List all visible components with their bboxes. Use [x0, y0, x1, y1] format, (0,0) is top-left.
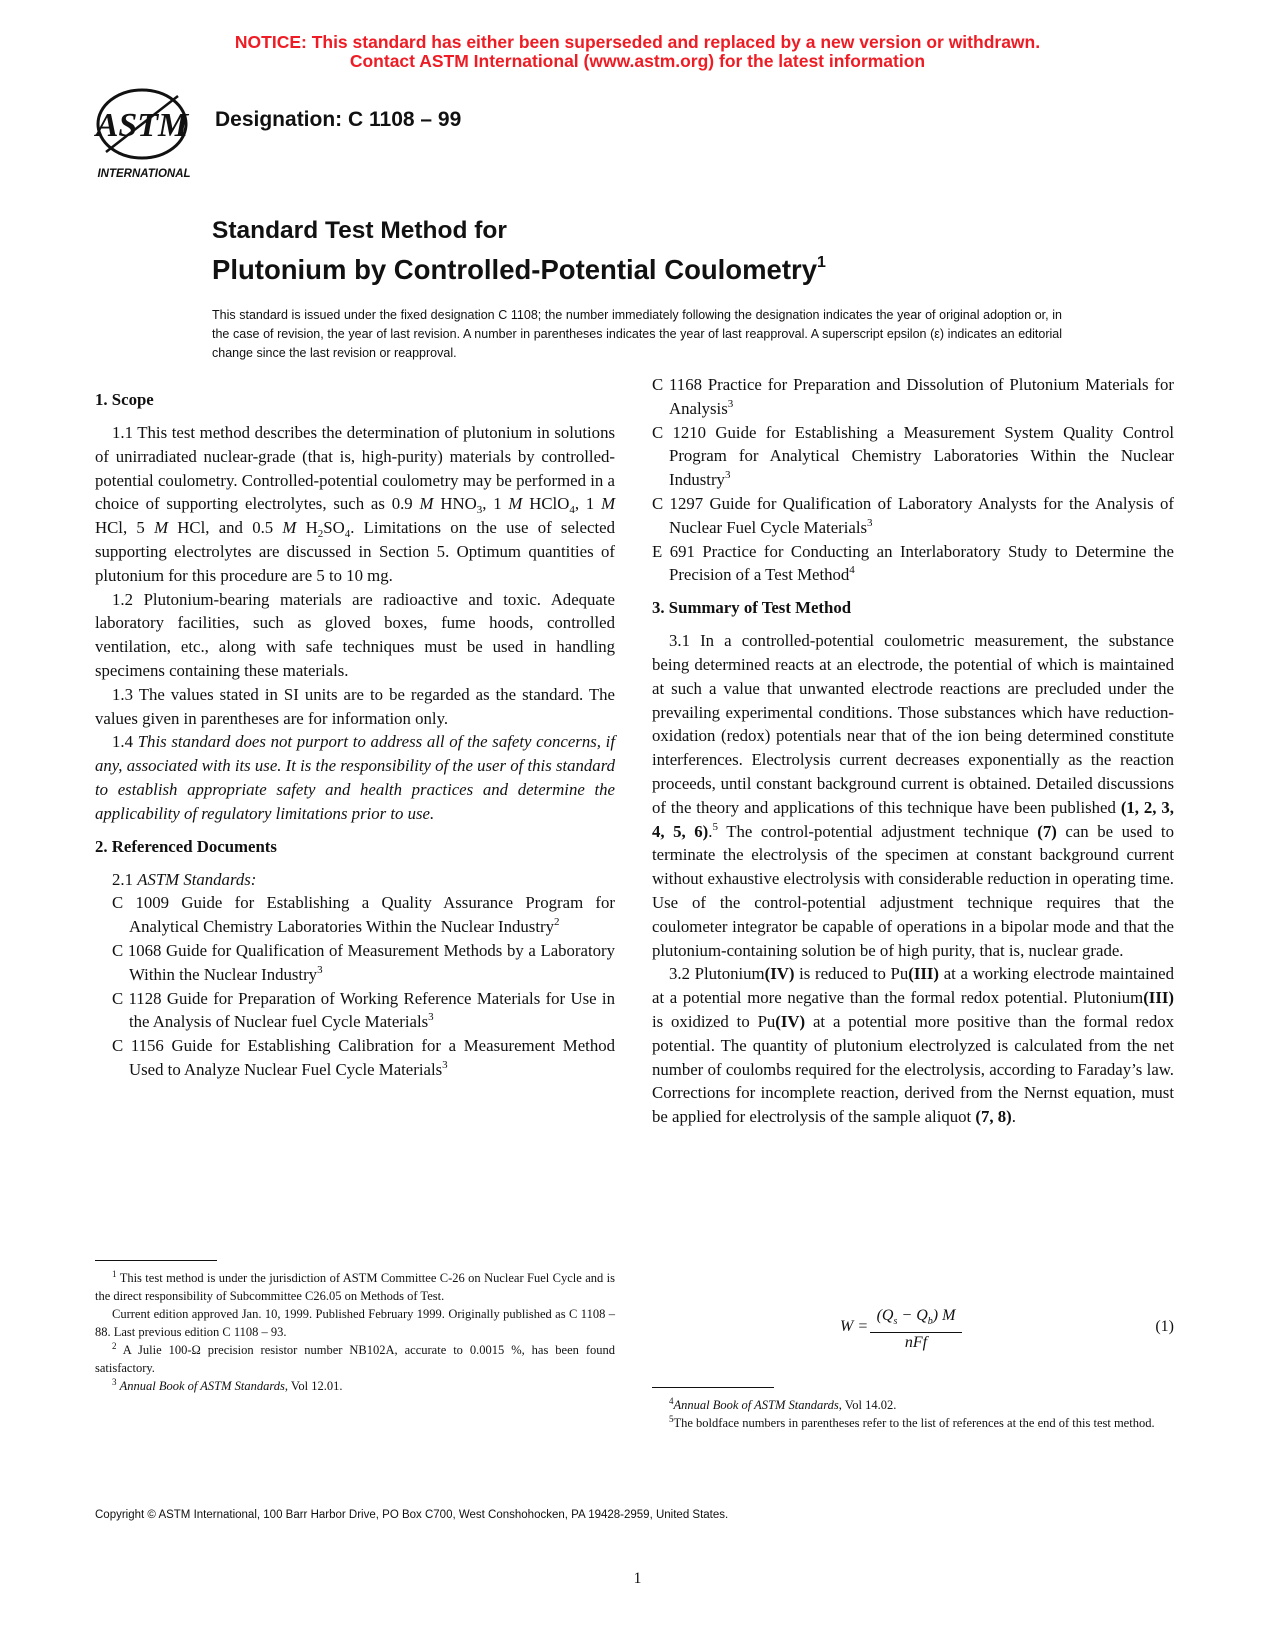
- left-column: [95, 388, 615, 1082]
- ref-item-c1068: C 1068 Guide for Qualification of Measurement Methods by a Laboratory Within the Nuclear Industry$^3$: [112, 940, 615, 984]
- section-scope-heading: 1. Scope: [95, 390, 154, 409]
- ref-item-c1297: C 1297 Guide for Qualification of Laboratory Analysts for the Analysis of Nuclear Fuel Cycle Materials$^3$: [652, 493, 1174, 537]
- equation-1: [652, 1306, 1174, 1354]
- footnote-3: $^3$ Annual Book of ASTM Standards, Vol 12.01.: [112, 1377, 343, 1393]
- equation-number: (1): [1155, 1318, 1174, 1335]
- copyright: Copyright © ASTM International, 100 Barr Harbor Drive, PO Box C700, West Conshohocken, PA 19428-2959, United States.: [95, 1509, 729, 1521]
- footnotes-left: [95, 1269, 615, 1395]
- notice-banner: [0, 33, 1275, 71]
- document-title: [212, 216, 826, 287]
- footnote-rule-left: [95, 1260, 217, 1261]
- designation: Designation: C 1108 – 99: [215, 108, 462, 131]
- ref-item-c1168: C 1168 Practice for Preparation and Dissolution of Plutonium Materials for Analysis$^3$: [652, 375, 1174, 418]
- ref-item-c1156: C 1156 Guide for Establishing Calibration for a Measurement Method Used to Analyze Nuclear Fuel Cycle Materials$^3$: [112, 1036, 615, 1079]
- right-column: [652, 373, 1174, 1129]
- equation-lhs: W =: [840, 1318, 869, 1335]
- scope-1-1: 1.1 This test method describes the determination of plutonium in solutions of unirradiated nuclear-grade (that is, high-purity) materials by controlled-potential coulometry. Controlled-potential coulometry may be performed in a choice of supporting electrolytes, such as 0.9 M $HNO_3$, 1 M HClO$_4$, 1 M HCl, 5 M HCl, and 0.5 M $H_2SO_4$. Limitations on the use of selected supporting electrolytes are discussed in Section 5. Optimum quantities of plutonium for this procedure are 5 to 10 mg.: [95, 423, 616, 585]
- title-line-1: Standard Test Method for: [212, 217, 507, 244]
- footnote-1-edition: Current edition approved Jan. 10, 1999. Published February 1999. Originally published as C 1108 – 88. Last previous edition C 1108 – 93.: [95, 1307, 615, 1339]
- equation-denominator: nFf: [904, 1334, 928, 1352]
- issued-note: This standard is issued under the fixed designation C 1108; the number immediately following the designation indicates the year of original adoption or, in the case of revision, the year of last revision. A number in parentheses indicates the year of last reapproval. A superscript epsilon (ε) indicates an editorial change since the last revision or reapproval.: [212, 308, 1062, 360]
- footnote-4: $^4$Annual Book of ASTM Standards, Vol 14.02.: [669, 1396, 897, 1412]
- scope-1-4: 1.4 This standard does not purport to address all of the safety concerns, if any, associated with its use. It is the responsibility of the user of this standard to establish appropriate safety and health practices and determine the applicability of regulatory limitations prior to use.: [95, 732, 615, 823]
- footnote-2: $^2$ A Julie 100-Ω precision resistor number NB102A, accurate to 0.0015 %, has been found satisfactory.: [95, 1341, 615, 1375]
- title-line-2: Plutonium by Controlled-Potential Coulometry$^1$: [212, 254, 826, 285]
- summary-3-1: 3.1 In a controlled-potential coulometric measurement, the substance being determined reacts at an electrode, the potential of which is maintained at such a value that unwanted electrode reactions are precluded under the prevailing experimental conditions. Those substances which have reduction-oxidation (redox) potentials near that of the ion being determined constitute interferences. Electrolysis current decreases exponentially as the reaction proceeds, until constant background current is obtained. Detailed discussions of the theory and applications of this technique have been published (1, 2, 3, 4, 5, 6).$^5$ The control-potential adjustment technique (7) can be used to terminate the electrolysis of the specimen at constant background current without exhaustive electrolysis with considerable reduction in operating time. Use of the control-potential adjustment technique requires that the coulometer integrator be capable of operations in a bipolar mode and that the plutonium-containing solution be of high purity, that is, nuclear grade.: [652, 631, 1174, 960]
- scope-1-2: 1.2 Plutonium-bearing materials are radioactive and toxic. Adequate laboratory facilities, such as gloved boxes, fume hoods, controlled ventilation, etc., along with safe techniques must be used in handling specimens containing these materials.: [95, 589, 615, 680]
- astm-logo: [92, 86, 200, 182]
- summary-3-2: 3.2 Plutonium(IV) is reduced to Pu(III) at a working electrode maintained at a potential more negative than the formal redox potential. Plutonium(III) is oxidized to Pu(IV) at a potential more positive than the formal redox potential. The quantity of plutonium electrolyzed is calculated from the net number of coulombs required for the electrolysis, according to Faraday’s law. Corrections for incomplete reaction, derived from the Nernst equation, must be applied for electrolysis of the sample aliquot (7, 8).: [652, 964, 1174, 1127]
- section-summary-heading: 3. Summary of Test Method: [652, 598, 852, 618]
- equation-fraction: [870, 1306, 962, 1353]
- footnote-5: $^5$The boldface numbers in parentheses refer to the list of references at the end of this test method.: [669, 1414, 1155, 1430]
- ref-item-c1009: C 1009 Guide for Establishing a Quality Assurance Program for Analytical Chemistry Laboratories Within the Nuclear Industry$^2$: [112, 893, 615, 937]
- ref-item-e691: E 691 Practice for Conducting an Interlaboratory Study to Determine the Precision of a Test Method$^4$: [652, 541, 1174, 585]
- footnotes-right: [652, 1396, 1174, 1432]
- page-number: 1: [633, 1570, 642, 1587]
- logo-label: INTERNATIONAL: [97, 168, 191, 180]
- ref-item-c1128: C 1128 Guide for Preparation of Working Reference Materials for Use in the Analysis of Nuclear fuel Cycle Materials$^3$: [112, 988, 615, 1032]
- equation-numerator: $(Q_s - Q_b)$ M: [870, 1306, 962, 1333]
- ref-item-c1210: C 1210 Guide for Establishing a Measurement System Quality Control Program for Analytical Chemistry Laboratories Within the Nuclear Industry$^3$: [652, 422, 1174, 490]
- astm-logo-icon: [92, 86, 200, 182]
- scope-1-3: 1.3 The values stated in SI units are to be regarded as the standard. The values given in parentheses are for information only.: [95, 684, 615, 728]
- referenced-2-1: 2.1 ASTM Standards:: [112, 869, 257, 889]
- logo-letters: ASTM: [95, 107, 189, 144]
- notice-line-1: NOTICE: This standard has either been superseded and replaced by a new version or withdrawn.: [234, 32, 1041, 52]
- notice-line-2: Contact ASTM International (www.astm.org) for the latest information: [349, 51, 926, 71]
- section-referenced-heading: 2. Referenced Documents: [95, 836, 277, 856]
- footnote-1: $^1$ This test method is under the jurisdiction of ASTM Committee C-26 on Nuclear Fuel Cycle and is the direct responsibility of Subcommittee C26.05 on Methods of Test.: [95, 1269, 616, 1303]
- footnote-rule-right: [652, 1387, 774, 1388]
